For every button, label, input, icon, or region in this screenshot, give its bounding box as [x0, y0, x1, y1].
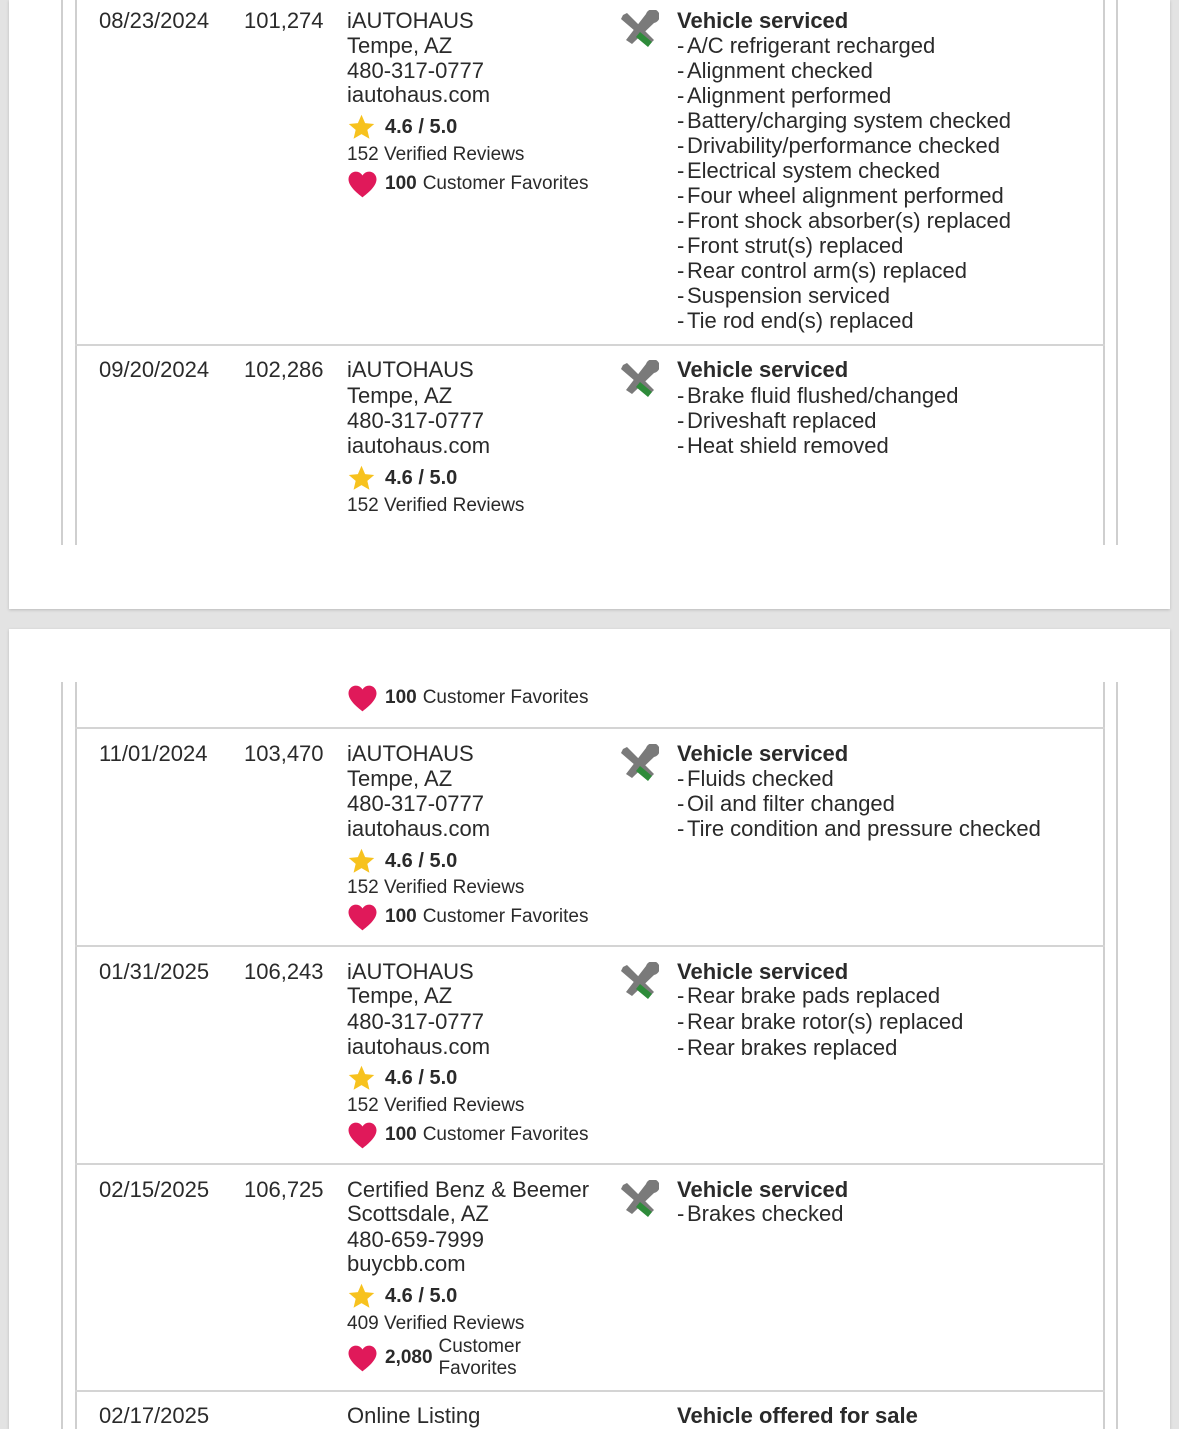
service-item: - Four wheel alignment performed: [677, 183, 1004, 208]
service-item: - Tie rod end(s) replaced: [677, 308, 914, 333]
star-icon: [347, 1064, 376, 1092]
record-title: Vehicle serviced: [677, 741, 849, 766]
wrench-screwdriver-icon: [617, 962, 659, 1007]
record-odometer: 106,725: [244, 1177, 324, 1202]
rating-value: 4.6 / 5.0: [385, 1284, 458, 1307]
star-icon: [347, 1282, 376, 1310]
record-date: 02/17/2025: [99, 1403, 210, 1428]
source-rating: [347, 1064, 457, 1092]
wrench-screwdriver-icon: [617, 744, 659, 789]
right-margin-line: [1116, 682, 1118, 1429]
wrench-screwdriver-icon: [617, 1180, 659, 1225]
row-divider: [75, 1163, 1105, 1165]
favorites-label: Customer Favorites: [422, 1124, 589, 1145]
report-page-1: [9, 0, 1170, 609]
source-website[interactable]: iautohaus.com: [347, 433, 491, 458]
right-margin-line: [1116, 0, 1118, 545]
verified-reviews[interactable]: 152 Verified Reviews: [347, 1095, 525, 1116]
record-date: 01/31/2025: [99, 959, 210, 984]
service-item: - Tire condition and pressure checked: [677, 816, 1041, 841]
source-rating: [347, 113, 457, 141]
service-item: - Battery/charging system checked: [677, 108, 1012, 133]
service-item: - Suspension serviced: [677, 283, 891, 308]
service-item: - Alignment performed: [677, 83, 892, 108]
rating-value: 4.6 / 5.0: [385, 115, 458, 138]
verified-reviews[interactable]: 152 Verified Reviews: [347, 144, 525, 165]
favorites-count: 100: [385, 687, 417, 708]
favorites-count: 100: [385, 1124, 417, 1145]
source-name: iAUTOHAUS: [347, 959, 474, 984]
source-location: Tempe, AZ: [347, 983, 453, 1008]
record-date: 09/20/2024: [99, 357, 210, 382]
source-name: iAUTOHAUS: [347, 357, 474, 382]
source-phone[interactable]: 480-659-7999: [347, 1227, 485, 1252]
wrench-screwdriver-icon: [617, 360, 659, 405]
row-divider: [75, 727, 1105, 729]
heart-icon: [347, 684, 378, 712]
customer-favorites: [347, 903, 588, 931]
source-name: Certified Benz & Beemer: [347, 1177, 590, 1202]
service-item: - A/C refrigerant recharged: [677, 33, 936, 58]
record-odometer: 106,243: [244, 959, 324, 984]
record-title: Vehicle offered for sale: [677, 1403, 918, 1428]
source-phone[interactable]: 480-317-0777: [347, 791, 485, 816]
customer-favorites: [347, 684, 588, 712]
service-item: - Rear control arm(s) replaced: [677, 258, 967, 283]
customer-favorites: [347, 1121, 588, 1149]
service-item: - Front strut(s) replaced: [677, 233, 904, 258]
service-item: - Fluids checked: [677, 766, 834, 791]
table-right-border: [1103, 0, 1105, 545]
record-odometer: 101,274: [244, 8, 324, 33]
source-location: Scottsdale, AZ: [347, 1201, 489, 1226]
service-item: - Oil and filter changed: [677, 791, 895, 816]
rating-value: 4.6 / 5.0: [385, 466, 458, 489]
row-divider: [75, 344, 1105, 346]
left-margin-line: [61, 682, 63, 1429]
favorites-label: Customer Favorites: [422, 687, 589, 708]
heart-icon: [347, 170, 378, 198]
record-title: Vehicle serviced: [677, 959, 849, 984]
source-rating: [347, 464, 457, 492]
service-item: - Rear brake pads replaced: [677, 983, 941, 1008]
source-phone[interactable]: 480-317-0777: [347, 1009, 485, 1034]
record-title: Vehicle serviced: [677, 8, 849, 33]
service-item: - Alignment checked: [677, 58, 873, 83]
source-location: Tempe, AZ: [347, 766, 453, 791]
service-item: - Heat shield removed: [677, 433, 889, 458]
row-divider: [75, 1390, 1105, 1392]
source-location: Tempe, AZ: [347, 33, 453, 58]
service-item: - Brake fluid flushed/changed: [677, 383, 959, 408]
row-divider: [75, 945, 1105, 947]
service-item: - Drivability/performance checked: [677, 133, 1001, 158]
wrench-screwdriver-icon: [617, 10, 659, 55]
record-odometer: 103,470: [244, 741, 324, 766]
record-title: Vehicle serviced: [677, 357, 849, 382]
favorites-label: Customer Favorites: [438, 1336, 521, 1379]
source-website[interactable]: iautohaus.com: [347, 816, 491, 841]
heart-icon: [347, 1121, 378, 1149]
favorites-count: 100: [385, 173, 417, 194]
table-right-border: [1103, 682, 1105, 1429]
table-left-border: [75, 682, 77, 1429]
favorites-count: 100: [385, 906, 417, 927]
star-icon: [347, 847, 376, 875]
star-icon: [347, 464, 376, 492]
source-name: Online Listing: [347, 1403, 481, 1428]
service-item: - Brakes checked: [677, 1201, 844, 1226]
source-website[interactable]: buycbb.com: [347, 1251, 466, 1276]
record-date: 08/23/2024: [99, 8, 210, 33]
verified-reviews[interactable]: 152 Verified Reviews: [347, 495, 525, 516]
source-phone[interactable]: 480-317-0777: [347, 408, 485, 433]
star-icon: [347, 113, 376, 141]
favorites-label: Customer Favorites: [422, 173, 589, 194]
report-page-2: [9, 629, 1170, 1429]
verified-reviews[interactable]: 409 Verified Reviews: [347, 1313, 525, 1334]
record-odometer: 102,286: [244, 357, 324, 382]
service-item: - Front shock absorber(s) replaced: [677, 208, 1012, 233]
service-item: - Rear brakes replaced: [677, 1035, 898, 1060]
service-item: - Driveshaft replaced: [677, 408, 877, 433]
source-rating: [347, 1282, 457, 1310]
customer-favorites: [347, 170, 588, 198]
left-margin-line: [61, 0, 63, 545]
favorites-count: 2,080: [385, 1347, 433, 1368]
table-left-border: [75, 0, 77, 545]
customer-favorites: [347, 1335, 521, 1381]
service-item: - Rear brake rotor(s) replaced: [677, 1009, 964, 1034]
verified-reviews[interactable]: 152 Verified Reviews: [347, 877, 525, 898]
service-item: - Electrical system checked: [677, 158, 941, 183]
source-website[interactable]: iautohaus.com: [347, 1034, 491, 1059]
record-title: Vehicle serviced: [677, 1177, 849, 1202]
source-website[interactable]: iautohaus.com: [347, 82, 491, 107]
heart-icon: [347, 903, 378, 931]
record-date: 02/15/2025: [99, 1177, 210, 1202]
source-location: Tempe, AZ: [347, 383, 453, 408]
heart-icon: [347, 1344, 378, 1372]
source-rating: [347, 847, 457, 875]
source-name: iAUTOHAUS: [347, 8, 474, 33]
rating-value: 4.6 / 5.0: [385, 1066, 458, 1089]
source-phone[interactable]: 480-317-0777: [347, 58, 485, 83]
source-name: iAUTOHAUS: [347, 741, 474, 766]
rating-value: 4.6 / 5.0: [385, 849, 458, 872]
favorites-label: Customer Favorites: [422, 906, 589, 927]
record-date: 11/01/2024: [99, 741, 208, 766]
